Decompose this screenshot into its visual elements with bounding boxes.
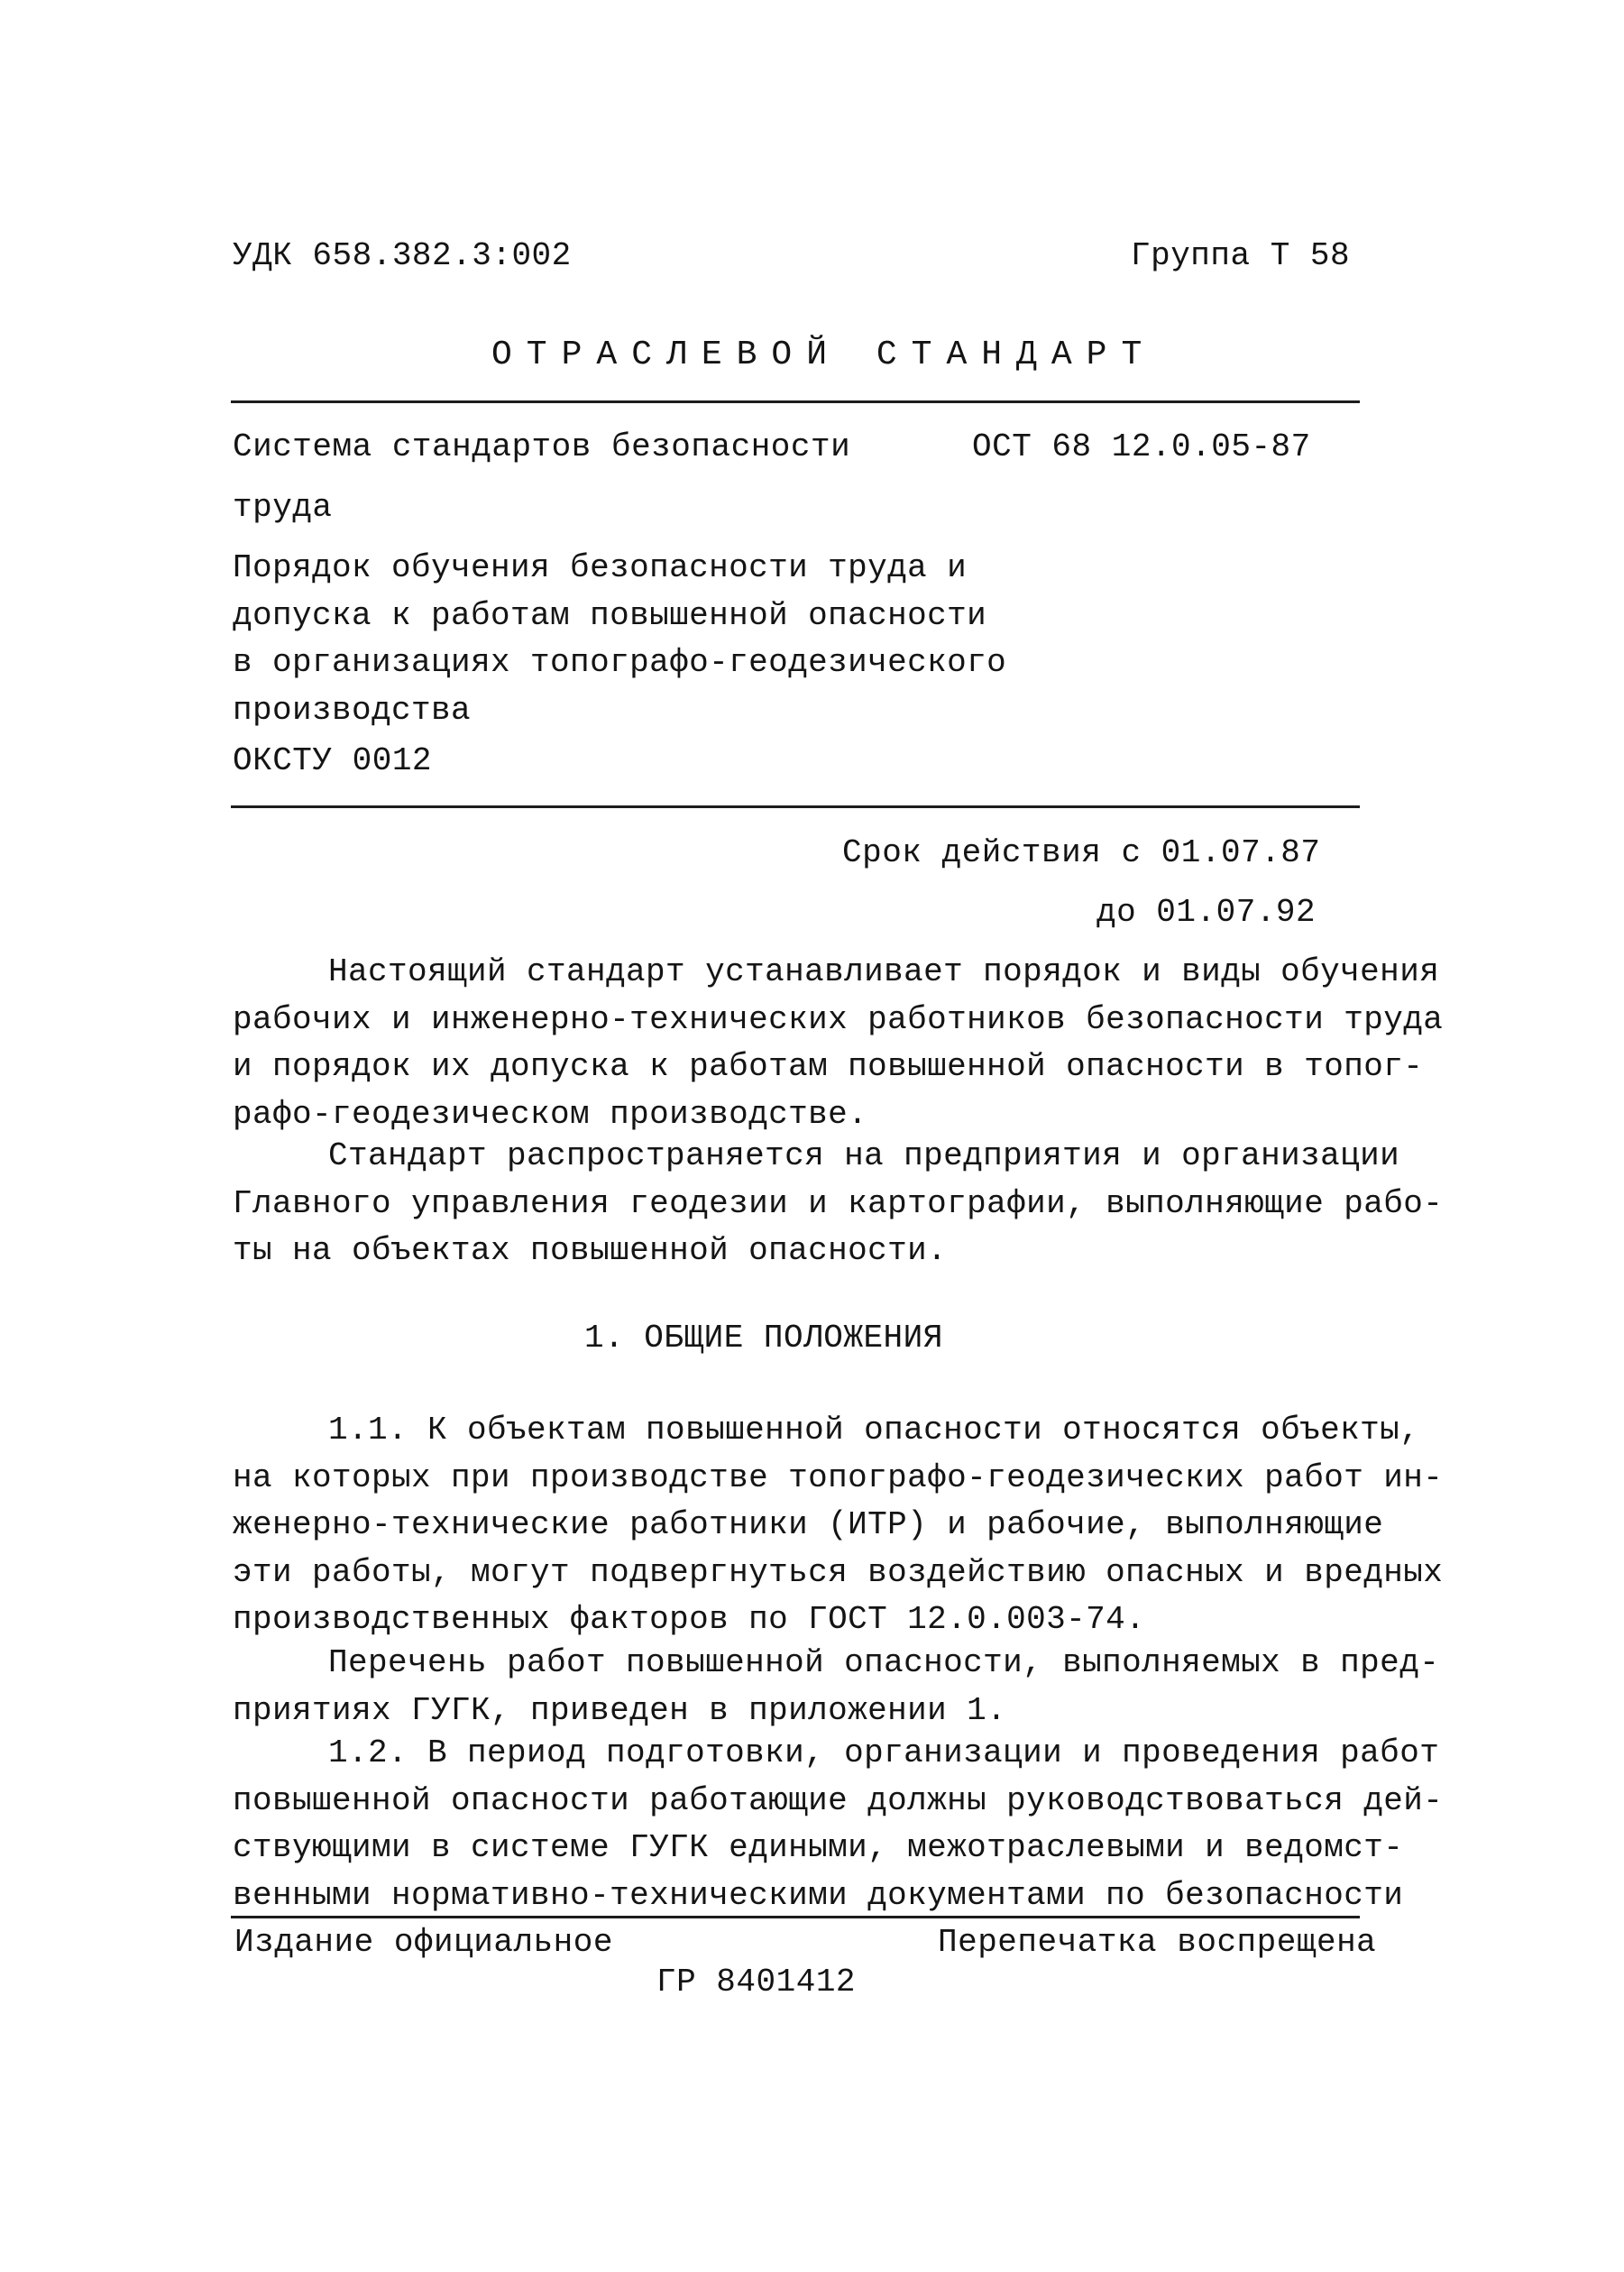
top-rule (231, 400, 1360, 403)
system-name-line2: труда (233, 489, 333, 526)
reprint-note: Перепечатка воспрещена (938, 1924, 1377, 1961)
text-line: ты на объектах повышенной опасности. (233, 1232, 948, 1269)
intro-paragraph-2 (233, 1133, 1443, 1275)
text-line: 1.2. В период подготовки, организации и проведения работ (328, 1734, 1440, 1771)
text-line: ствующими в системе ГУГК едиными, межотраслевыми и ведомст- (233, 1829, 1404, 1866)
clause-1-2 (233, 1730, 1443, 1919)
text-line: Настоящий стандарт устанавливает порядок и виды обучения (328, 953, 1440, 990)
edition-note: Издание официальное (234, 1924, 613, 1961)
clause-1-1-list-ref (233, 1640, 1439, 1734)
text-line: Главного управления геодезии и картографии, выполняющие рабо- (233, 1184, 1444, 1222)
validity-from: Срок действия с 01.07.87 (842, 834, 1321, 871)
clause-1-1 (233, 1407, 1443, 1644)
text-line: на которых при производстве топографо-геодезических работ ин- (233, 1458, 1444, 1496)
text-line: рабочих и инженерно-технических работников безопасности труда (233, 1000, 1444, 1038)
text-line: венными нормативно-техническими документами по безопасности (233, 1876, 1404, 1914)
system-name-line1: Система стандартов безопасности (233, 428, 851, 465)
text-line: Стандарт распространяется на предприятия и организации (328, 1137, 1400, 1174)
text-line: Перечень работ повышенной опасности, выполняемых в пред- (328, 1644, 1440, 1681)
standard-number: ОСТ 68 12.0.05-87 (972, 428, 1311, 465)
validity-to: до 01.07.92 (1096, 894, 1317, 931)
text-line: 1.1. К объектам повышенной опасности относятся объекты, (328, 1412, 1420, 1449)
registration-number: ГР 8401412 (656, 1964, 857, 2001)
text-line: производственных факторов по ГОСТ 12.0.003-74. (233, 1601, 1146, 1638)
subject-line: производства (233, 691, 472, 729)
subject-line: допуска к работам повышенной опасности (233, 596, 987, 634)
text-line: приятиях ГУГК, приведен в приложении 1. (233, 1691, 1007, 1729)
text-line: и порядок их допуска к работам повышенной опасности в топог- (233, 1048, 1424, 1085)
text-line: женерно-технические работники (ИТР) и рабочие, выполняющие (233, 1506, 1384, 1543)
udc-code: УДК 658.382.3:002 (233, 237, 572, 274)
subject-line: в организациях топографо-геодезического (233, 644, 1007, 681)
section-heading: 1. ОБЩИЕ ПОЛОЖЕНИЯ (584, 1320, 943, 1357)
middle-rule (231, 805, 1360, 808)
standard-subject (233, 545, 1006, 734)
text-line: эти работы, могут подвергнуться воздействию опасных и вредных (233, 1553, 1444, 1591)
document-title: ОТРАСЛЕВОЙ СТАНДАРТ (491, 336, 1157, 374)
text-line: рафо-геодезическом производстве. (233, 1095, 868, 1133)
footer-rule (231, 1916, 1360, 1918)
text-line: повышенной опасности работающие должны руководствоваться дей- (233, 1781, 1444, 1819)
intro-paragraph-1 (233, 949, 1443, 1138)
group-code: Группа Т 58 (1131, 237, 1351, 274)
subject-line: Порядок обучения безопасности труда и (233, 549, 968, 586)
oksu-code: ОКСТУ 0012 (233, 742, 433, 779)
